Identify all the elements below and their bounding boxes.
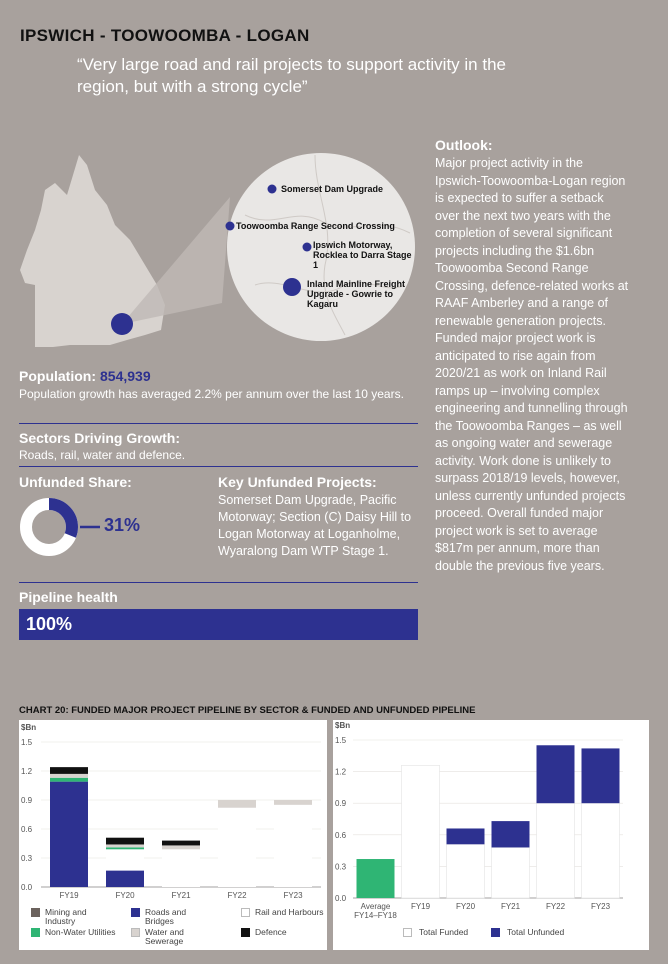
y-tick-label: 1.2 (335, 767, 347, 777)
chart-panel-funded (333, 720, 649, 950)
sectors-body: Roads, rail, water and defence. (19, 448, 186, 462)
bar-defence-1 (106, 838, 144, 845)
legend-item (31, 908, 126, 926)
legend-item (31, 928, 126, 937)
bar-rail-and-harbours-4 (274, 805, 312, 887)
y-tick-label: 0.0 (21, 883, 33, 892)
sectors-heading: Sectors Driving Growth: (19, 430, 181, 446)
legend-label: Defence (255, 927, 287, 937)
project-label-3: Ipswich Motorway, Rocklea to Darra Stage 1 (313, 240, 412, 270)
y-axis-label: $Bn (21, 723, 37, 732)
bar-defence-0 (50, 767, 88, 774)
key-unfunded-heading: Key Unfunded Projects: (218, 474, 377, 490)
bar-water-and-sewerage-2 (162, 845, 200, 849)
x-tick-label: FY22 (545, 902, 566, 911)
bar-non-water-utilities-1 (106, 847, 144, 849)
population-heading (19, 368, 151, 384)
bar-rail-and-harbours-3 (218, 808, 256, 887)
y-tick-label: 0.3 (335, 862, 347, 872)
project-label-2: Toowoomba Range Second Crossing (236, 221, 395, 231)
divider (19, 582, 418, 583)
bar-total-unfunded-5 (582, 748, 620, 803)
bar-total-funded-5 (582, 803, 620, 898)
legend-swatch (31, 928, 40, 937)
y-tick-label: 1.2 (21, 767, 33, 776)
y-tick-label: 1.5 (335, 736, 347, 745)
bar-rail-and-harbours-2 (162, 849, 200, 887)
legend-swatch (131, 928, 140, 937)
x-tick-label: FY14–FY18 (354, 911, 397, 920)
legend-label: Mining and Industry (45, 907, 87, 926)
bar-roads-and-bridges-0 (50, 782, 88, 887)
x-tick-label: FY19 (59, 891, 79, 900)
y-axis-label: $Bn (335, 721, 351, 730)
y-tick-label: 1.5 (21, 738, 33, 747)
bar-total-unfunded-4 (537, 745, 575, 803)
outlook-body: Major project activity in the Ipswich-Toowoomba-Logan region is expected to suffer a setback over the next two years with the completion of several significant projects including the $1.6bn Toowoomba Second Range Crossing, defence-related works at RAAF Amberley and a range of renewable generation projects. Funded major project work is anticipated to rise again from 2020/21 as work on Inland Rail ramps up – involving complex engineering and tunnelling through the Toowoomba Ranges – as well as ongoing water and sewerage activity. Work done is unlikely to surpass 2018/19 levels, however, unless currently unfunded projects proceed. Overall funded major project work is set to average $817m per annum, more than double the previous five years. (435, 156, 629, 573)
legend-swatch (491, 928, 500, 937)
bar-total-unfunded-2 (447, 828, 485, 844)
y-tick-label: 0.0 (335, 894, 347, 903)
x-tick-label: FY21 (171, 891, 191, 900)
legend-label: Roads and Bridges (145, 907, 187, 926)
legend-swatch (241, 908, 250, 917)
bar-roads-and-bridges-1 (106, 871, 144, 887)
key-unfunded-body: Somerset Dam Upgrade, Pacific Motorway; Section (C) Daisy Hill to Logan Motorway at Loganholme, Wyaralong Dam WTP Stage 1. (218, 493, 412, 558)
legend-item (131, 928, 226, 946)
bar-total-unfunded-3 (492, 821, 530, 847)
region-map (15, 135, 420, 360)
population-label: Population: (19, 368, 96, 384)
project-label-4: Inland Mainline Freight Upgrade - Gowrie to Kagaru (307, 279, 406, 309)
bar-total-funded-2 (447, 844, 485, 898)
x-tick-label: FY23 (590, 902, 611, 911)
project-dot-2 (226, 222, 235, 231)
legend-item (403, 928, 493, 937)
pipeline-bar (19, 609, 418, 640)
x-tick-label: FY20 (115, 891, 135, 900)
bar-defence-2 (162, 841, 200, 846)
population-value: 854,939 (100, 368, 151, 384)
x-tick-label: FY19 (410, 902, 431, 911)
project-label-1: Somerset Dam Upgrade (281, 184, 384, 194)
divider (19, 423, 418, 424)
project-dot-4 (283, 278, 301, 296)
chart-heading: CHART 20: FUNDED MAJOR PROJECT PIPELINE BY SECTOR & FUNDED AND UNFUNDED PIPELINE (19, 705, 476, 716)
legend-item (131, 908, 226, 926)
region-marker (111, 313, 133, 335)
y-tick-label: 0.9 (21, 796, 33, 805)
legend-item (241, 928, 336, 937)
y-tick-label: 0.6 (21, 825, 33, 834)
legend-swatch (31, 908, 40, 917)
y-tick-label: 0.6 (335, 830, 347, 840)
population-note: Population growth has averaged 2.2% per annum over the last 10 years. (19, 387, 404, 401)
x-tick-label: FY21 (500, 902, 521, 911)
sector-legend (31, 907, 324, 946)
bar-total-funded-3 (492, 847, 530, 898)
funded-chart (333, 720, 649, 950)
pipeline-heading: Pipeline health (19, 589, 118, 605)
bar-rail-and-harbours-1 (106, 849, 144, 870)
legend-swatch (131, 908, 140, 917)
legend-swatch (241, 928, 250, 937)
pipeline-value: 100% (26, 614, 73, 634)
legend-label: Total Unfunded (507, 927, 565, 937)
bar-total-funded-1 (402, 765, 440, 898)
headline-quote: “Very large road and rail projects to support activity in the region, but with a strong cycle” (77, 55, 506, 96)
y-tick-label: 0.3 (21, 854, 33, 863)
legend-swatch (403, 928, 412, 937)
divider (19, 466, 418, 467)
x-tick-label: Average (360, 902, 391, 911)
unfunded-heading: Unfunded Share: (19, 474, 132, 490)
x-tick-label: FY23 (283, 891, 303, 900)
unfunded-share-value: 31% (104, 515, 141, 535)
legend-label: Rail and Harbours (255, 907, 324, 917)
legend-label: Total Funded (419, 927, 469, 937)
bar-water-and-sewerage-1 (106, 844, 144, 847)
legend-item (491, 928, 581, 937)
bar-water-and-sewerage-4 (274, 800, 312, 805)
project-dot-1 (268, 185, 277, 194)
y-tick-label: 0.9 (335, 799, 347, 809)
bar-non-water-utilities-0 (50, 778, 88, 782)
bar-total-funded-4 (537, 803, 575, 898)
unfunded-donut (18, 496, 102, 560)
legend-label: Water and Sewerage (145, 927, 184, 946)
outlook-heading: Outlook: (435, 137, 493, 153)
chart-panel-sector (19, 720, 327, 950)
x-tick-label: FY20 (455, 902, 476, 911)
svg-text:Somerset Dam Upgrade (281, 184, 383, 194)
legend-item (241, 908, 336, 917)
legend-label: Non-Water Utilities (45, 927, 116, 937)
page-title: IPSWICH - TOOWOOMBA - LOGAN (20, 26, 310, 45)
bar-water-and-sewerage-3 (218, 800, 256, 808)
funded-legend (403, 928, 643, 942)
x-tick-label: FY22 (227, 891, 247, 900)
bar-average-0 (357, 859, 395, 898)
bar-water-and-sewerage-0 (50, 774, 88, 778)
